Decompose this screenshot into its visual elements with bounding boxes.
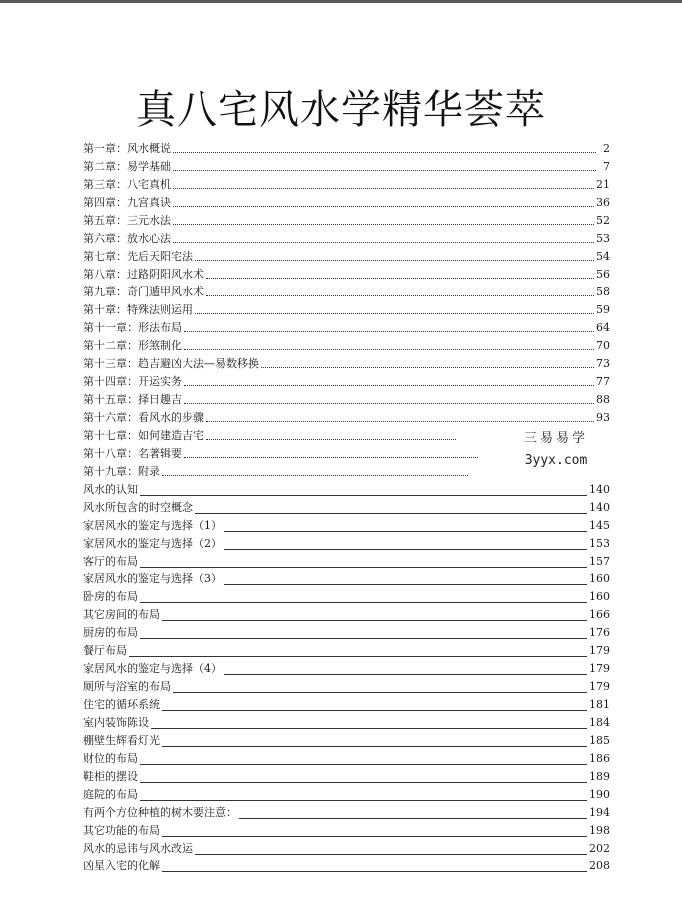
toc-entry-label: 鞋柜的摆设 [83, 769, 138, 783]
toc-entry-page: 59 [596, 303, 610, 317]
toc-entry-label: 庭院的布局 [83, 787, 138, 801]
dot-leader [239, 818, 587, 819]
toc-entry-page: 185 [589, 733, 610, 747]
toc-entry-label: 风水的忌讳与风水改运 [83, 841, 193, 855]
dot-leader [129, 656, 587, 657]
toc-entry-label: 第五章：三元水法 [83, 213, 171, 227]
toc-entry[interactable] [83, 784, 610, 802]
toc-entry[interactable] [83, 551, 610, 569]
toc-entry[interactable] [83, 138, 610, 156]
toc-entry[interactable] [83, 479, 610, 497]
toc-entry[interactable] [83, 228, 610, 246]
document-title: 真八宅风水学精华荟萃 [136, 87, 546, 133]
toc-entry[interactable] [83, 282, 610, 300]
toc-entry-page: 21 [596, 177, 610, 191]
toc-entry[interactable] [83, 192, 610, 210]
toc-entry[interactable] [83, 802, 610, 820]
top-border [0, 0, 682, 3]
toc-entry[interactable] [83, 658, 610, 676]
toc-entry[interactable] [83, 174, 610, 192]
dot-leader [184, 349, 594, 350]
toc-entry-page: 190 [589, 787, 610, 801]
toc-entry-page: 179 [589, 662, 610, 676]
dot-leader [173, 224, 594, 225]
dot-leader [224, 531, 587, 532]
toc-entry[interactable] [83, 586, 610, 604]
dot-leader [173, 152, 596, 153]
dot-leader [140, 567, 587, 568]
toc-entry-page: 160 [589, 590, 610, 604]
dot-leader [261, 367, 594, 368]
dot-leader [195, 260, 594, 261]
toc-entry-label: 客厅的布局 [83, 554, 138, 568]
toc-entry-page: 208 [589, 859, 610, 873]
toc-entry-page: 140 [589, 482, 610, 496]
dot-leader [162, 620, 587, 621]
toc-entry-page: 153 [589, 536, 610, 550]
toc-entry-page: 93 [596, 411, 610, 424]
toc-entry-page: 157 [589, 554, 610, 568]
toc-entry[interactable] [83, 246, 610, 264]
dot-leader [224, 549, 587, 550]
toc-entry-page: 73 [596, 357, 610, 371]
toc-entry-page: 77 [596, 375, 610, 389]
toc-entry-page: 179 [589, 644, 610, 658]
toc-entry[interactable] [83, 497, 610, 515]
toc-entry-label: 第十三章：趋吉避凶大法—易数移换 [83, 357, 259, 371]
toc-entry-label: 其它房间的布局 [83, 608, 160, 622]
toc-entry-label: 住宅的循环系统 [83, 698, 160, 711]
dot-leader [173, 188, 594, 189]
toc-entry-page: 194 [589, 805, 610, 819]
toc-entry-label: 第十二章：形煞制化 [83, 339, 182, 353]
toc-entry-page: 53 [596, 231, 610, 245]
toc-entry-page: 36 [596, 195, 610, 209]
toc-entry[interactable] [83, 371, 610, 389]
toc-entry-label: 第十四章：开运实务 [83, 375, 182, 389]
toc-entry-label: 第十八章：名著辑要 [83, 446, 182, 460]
toc-entry-label: 家居风水的鉴定与选择（4） [83, 662, 222, 676]
toc-entry[interactable] [83, 676, 610, 694]
toc-entry[interactable] [83, 694, 610, 712]
toc-entry-label: 其它功能的布局 [83, 823, 160, 837]
dot-leader [140, 495, 587, 496]
toc-entry-label: 风水的认知 [83, 482, 138, 496]
watermark-text-cn: 三易易学 [523, 431, 588, 446]
dot-leader [151, 728, 587, 729]
toc-entry-page: 181 [589, 698, 610, 711]
toc-entry-page: 54 [596, 249, 610, 263]
dot-leader [162, 475, 468, 476]
toc-entry[interactable] [83, 730, 610, 748]
toc-entry-page: 176 [589, 626, 610, 640]
toc-entry-label: 厨房的布局 [83, 626, 138, 640]
toc-entry-label: 家居风水的鉴定与选择（1） [83, 518, 222, 532]
toc-entry-label: 第十七章：如何建造吉宅 [83, 428, 204, 442]
watermark [506, 430, 606, 474]
toc-entry[interactable] [83, 569, 610, 587]
toc-entry-page: 56 [596, 267, 610, 281]
toc-entry-label: 凶星入宅的化解 [83, 859, 160, 873]
toc-entry-label: 厕所与浴室的布局 [83, 680, 171, 694]
toc-entry-page: 88 [596, 393, 610, 407]
toc-entry-label: 第十五章：择日趣吉 [83, 393, 182, 407]
toc-entry-label: 室内装饰陈设 [83, 715, 149, 729]
toc-entry-label: 第二章：易学基础 [83, 159, 171, 173]
toc-entry-page: 140 [589, 500, 610, 514]
dot-leader [184, 457, 478, 458]
toc-entry-page: 184 [589, 715, 610, 729]
toc-entry[interactable] [83, 533, 610, 551]
toc-entry[interactable] [83, 604, 610, 622]
toc-entry-label: 第十章：特殊法则运用 [83, 303, 193, 317]
toc-entry-page: 145 [589, 518, 610, 532]
toc-entry[interactable] [83, 407, 610, 425]
dot-leader [184, 403, 594, 404]
toc-entry-page: 198 [589, 823, 610, 837]
toc-entry-page: 186 [589, 751, 610, 765]
dot-leader [173, 242, 594, 243]
toc-entry[interactable] [83, 820, 610, 838]
dot-leader [140, 602, 587, 603]
toc-entry-page: 64 [596, 321, 610, 335]
toc-entry[interactable] [83, 299, 610, 317]
toc-entry-label: 有两个方位种植的树木要注意： [83, 805, 237, 819]
toc-entry-label: 第七章：先后天阳宅法 [83, 249, 193, 263]
dot-leader [224, 674, 587, 675]
dot-leader [206, 278, 594, 279]
toc-entry-label: 第十六章：看风水的步骤 [83, 411, 204, 424]
dot-leader [195, 513, 587, 514]
toc-entry-page: 202 [589, 841, 610, 855]
toc-entry-label: 第十一章：形法布局 [83, 321, 182, 335]
toc-entry[interactable] [83, 748, 610, 766]
toc-entry-label: 第九章：奇门遁甲风水术 [83, 285, 204, 299]
toc-entry-page: 58 [596, 285, 610, 299]
toc-entry[interactable] [83, 622, 610, 640]
toc-entry-label: 第四章：九宫真诀 [83, 195, 171, 209]
dot-leader [162, 871, 587, 872]
dot-leader [162, 710, 587, 711]
toc-entry[interactable] [83, 317, 610, 335]
toc-entry-page: 52 [596, 213, 610, 227]
dot-leader [224, 584, 587, 585]
toc-entry-label: 第一章：风水概说 [83, 141, 171, 155]
toc-entry[interactable] [83, 264, 610, 282]
toc-entry-label: 财位的布局 [83, 751, 138, 765]
dot-leader [140, 782, 587, 783]
dot-leader [206, 421, 594, 422]
toc-entry-label: 第十九章：附录 [83, 464, 160, 478]
toc-entry-page: 70 [596, 339, 610, 353]
toc-entry-label: 第三章：八宅真机 [83, 177, 171, 191]
dot-leader [173, 206, 594, 207]
dot-leader [195, 313, 594, 314]
toc-entry-label: 风水所包含的时空概念 [83, 500, 193, 514]
table-of-contents [83, 138, 610, 873]
toc-entry-page: 7 [603, 159, 610, 173]
toc-entry-label: 家居风水的鉴定与选择（3） [83, 572, 222, 586]
toc-entry-label: 家居风水的鉴定与选择（2） [83, 536, 222, 550]
dot-leader [173, 692, 587, 693]
dot-leader [140, 638, 587, 639]
dot-leader [173, 170, 596, 171]
toc-entry[interactable] [83, 712, 610, 730]
toc-entry[interactable] [83, 515, 610, 533]
toc-entry[interactable] [83, 856, 610, 874]
toc-entry-label: 餐厅布局 [83, 644, 127, 658]
dot-leader [140, 800, 587, 801]
toc-entry-label: 第八章：过路阴阳风水术 [83, 267, 204, 281]
dot-leader [206, 439, 456, 440]
toc-entry[interactable] [83, 838, 610, 856]
toc-entry[interactable] [83, 766, 610, 784]
toc-entry-page: 160 [589, 572, 610, 586]
dot-leader [195, 854, 587, 855]
toc-entry-label: 第六章：放水心法 [83, 231, 171, 245]
toc-entry-page: 189 [589, 769, 610, 783]
toc-entry[interactable] [83, 389, 610, 407]
dot-leader [162, 836, 587, 837]
toc-entry-page: 179 [589, 680, 610, 694]
dot-leader [184, 385, 594, 386]
watermark-text-en: 3yyx.com [524, 453, 588, 468]
toc-entry[interactable] [83, 353, 610, 371]
dot-leader [184, 331, 594, 332]
toc-entry-page: 166 [589, 608, 610, 622]
dot-leader [162, 746, 587, 747]
toc-entry[interactable] [83, 156, 610, 174]
toc-entry[interactable] [83, 640, 610, 658]
dot-leader [206, 295, 594, 296]
toc-entry[interactable] [83, 335, 610, 353]
toc-entry-label: 棚壁生辉看灯光 [83, 733, 160, 747]
dot-leader [140, 764, 587, 765]
toc-entry-page: 2 [603, 141, 610, 155]
toc-entry[interactable] [83, 210, 610, 228]
toc-entry-label: 卧房的布局 [83, 590, 138, 604]
